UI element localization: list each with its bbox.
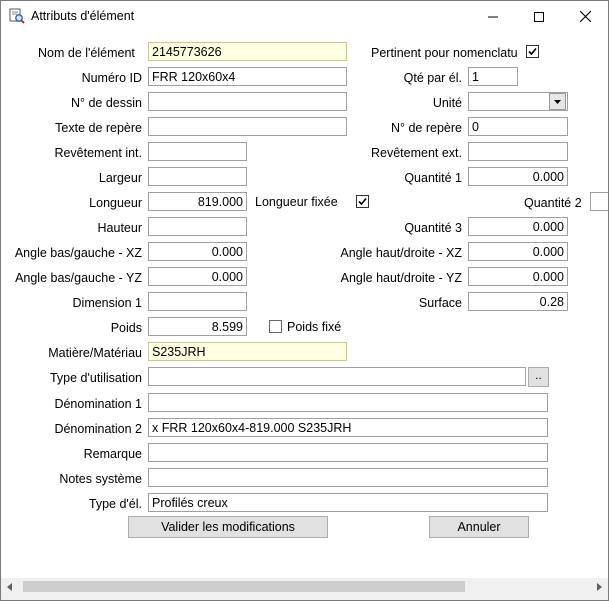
quantite3-field[interactable]: 0.000 — [468, 217, 568, 236]
type-utilisation-field[interactable] — [148, 367, 526, 386]
no-repere-field[interactable]: 0 — [468, 117, 568, 136]
longueur-label: Longueur — [89, 196, 142, 210]
notes-systeme-field[interactable] — [148, 468, 548, 487]
checkmark-icon — [528, 47, 537, 56]
quantite3-label: Quantité 3 — [404, 221, 462, 235]
denomination1-label: Dénomination 1 — [54, 397, 142, 411]
type-el-field[interactable]: Profilés creux — [148, 493, 548, 512]
rev-int-field[interactable] — [148, 142, 247, 161]
dessin-field[interactable] — [148, 92, 347, 111]
window-title: Attributs d'élément — [31, 9, 135, 23]
title-bar — [1, 1, 608, 32]
longueur-fixee-checkbox[interactable] — [356, 195, 369, 208]
no-repere-label: N° de repère — [390, 121, 462, 135]
scroll-thumb[interactable] — [23, 581, 465, 592]
longueur-field[interactable]: 819.000 — [148, 192, 247, 211]
qte-par-el-field[interactable]: 1 — [468, 67, 518, 86]
hauteur-label: Hauteur — [97, 221, 142, 235]
longueur-fixee-label: Longueur fixée — [255, 195, 338, 209]
rev-int-label: Revêtement int. — [54, 146, 142, 160]
scroll-right-button[interactable] — [591, 578, 608, 595]
texte-repere-field[interactable] — [148, 117, 347, 136]
dimension1-label: Dimension 1 — [72, 296, 142, 310]
horizontal-scrollbar[interactable] — [1, 578, 608, 595]
surface-label: Surface — [418, 296, 462, 310]
type-el-label: Type d'él. — [88, 497, 142, 511]
type-utilisation-label: Type d'utilisation — [49, 371, 142, 385]
pertinent-label: Pertinent pour nomenclatu — [371, 46, 518, 60]
denomination1-field[interactable] — [148, 393, 548, 412]
poids-field[interactable]: 8.599 — [148, 317, 247, 336]
rev-ext-field[interactable] — [468, 142, 568, 161]
minimize-button[interactable] — [470, 1, 516, 32]
chevron-left-icon — [7, 583, 12, 591]
denomination2-field[interactable]: x FRR 120x60x4-819.000 S235JRH — [148, 418, 548, 437]
numero-label: Numéro ID — [81, 71, 142, 85]
form-area — [1, 32, 608, 578]
type-utilisation-browse-button[interactable]: .. — [528, 367, 549, 387]
poids-fixe-checkbox[interactable] — [269, 320, 282, 333]
angle-hd-yz-field[interactable]: 0.000 — [468, 267, 568, 286]
close-icon — [580, 11, 591, 22]
largeur-field[interactable] — [148, 167, 247, 186]
remarque-field[interactable] — [148, 443, 548, 462]
denomination2-label: Dénomination 2 — [54, 422, 142, 436]
notes-systeme-label: Notes système — [59, 472, 142, 486]
chevron-right-icon — [597, 583, 602, 591]
angle-hd-xz-label: Angle haut/droite - XZ — [340, 246, 462, 260]
angle-bg-yz-label: Angle bas/gauche - YZ — [15, 271, 142, 285]
remarque-label: Remarque — [83, 447, 142, 461]
quantite2-label: Quantité 2 — [524, 196, 582, 210]
largeur-label: Largeur — [98, 171, 142, 185]
quantite1-label: Quantité 1 — [404, 171, 462, 185]
maximize-icon — [534, 12, 544, 22]
surface-field[interactable]: 0.28 — [468, 292, 568, 311]
quantite1-field[interactable]: 0.000 — [468, 167, 568, 186]
qte-par-el-label: Qté par él. — [403, 71, 462, 85]
hauteur-field[interactable] — [148, 217, 247, 236]
texte-repere-label: Texte de repère — [55, 121, 142, 135]
nom-field[interactable]: 2145773626 — [148, 42, 347, 61]
dimension1-field[interactable] — [148, 292, 247, 311]
unite-dropdown-button[interactable] — [549, 93, 566, 110]
nom-label: Nom de l'élément — [38, 46, 135, 60]
matiere-label: Matière/Matériau — [48, 346, 142, 360]
numero-field[interactable]: FRR 120x60x4 — [148, 67, 347, 86]
checkmark-icon — [358, 197, 367, 206]
magnifier-document-icon — [9, 8, 25, 24]
angle-bg-xz-label: Angle bas/gauche - XZ — [14, 246, 142, 260]
poids-label: Poids — [110, 321, 142, 335]
poids-fixe-label: Poids fixé — [287, 320, 342, 334]
matiere-field[interactable]: S235JRH — [148, 342, 347, 361]
minimize-icon — [488, 12, 498, 22]
unite-label: Unité — [432, 96, 462, 110]
close-button[interactable] — [562, 1, 608, 32]
maximize-button[interactable] — [516, 1, 562, 32]
angle-bg-xz-field[interactable]: 0.000 — [148, 242, 247, 261]
rev-ext-label: Revêtement ext. — [370, 146, 462, 160]
chevron-down-icon — [554, 100, 561, 104]
valider-button[interactable]: Valider les modifications — [128, 516, 328, 538]
angle-hd-yz-label: Angle haut/droite - YZ — [340, 271, 462, 285]
scroll-left-button[interactable] — [1, 578, 18, 595]
pertinent-checkbox[interactable] — [526, 45, 539, 58]
annuler-button[interactable]: Annuler — [429, 516, 529, 538]
quantite2-field[interactable] — [590, 192, 608, 211]
dessin-label: N° de dessin — [70, 96, 142, 110]
angle-hd-xz-field[interactable]: 0.000 — [468, 242, 568, 261]
angle-bg-yz-field[interactable]: 0.000 — [148, 267, 247, 286]
